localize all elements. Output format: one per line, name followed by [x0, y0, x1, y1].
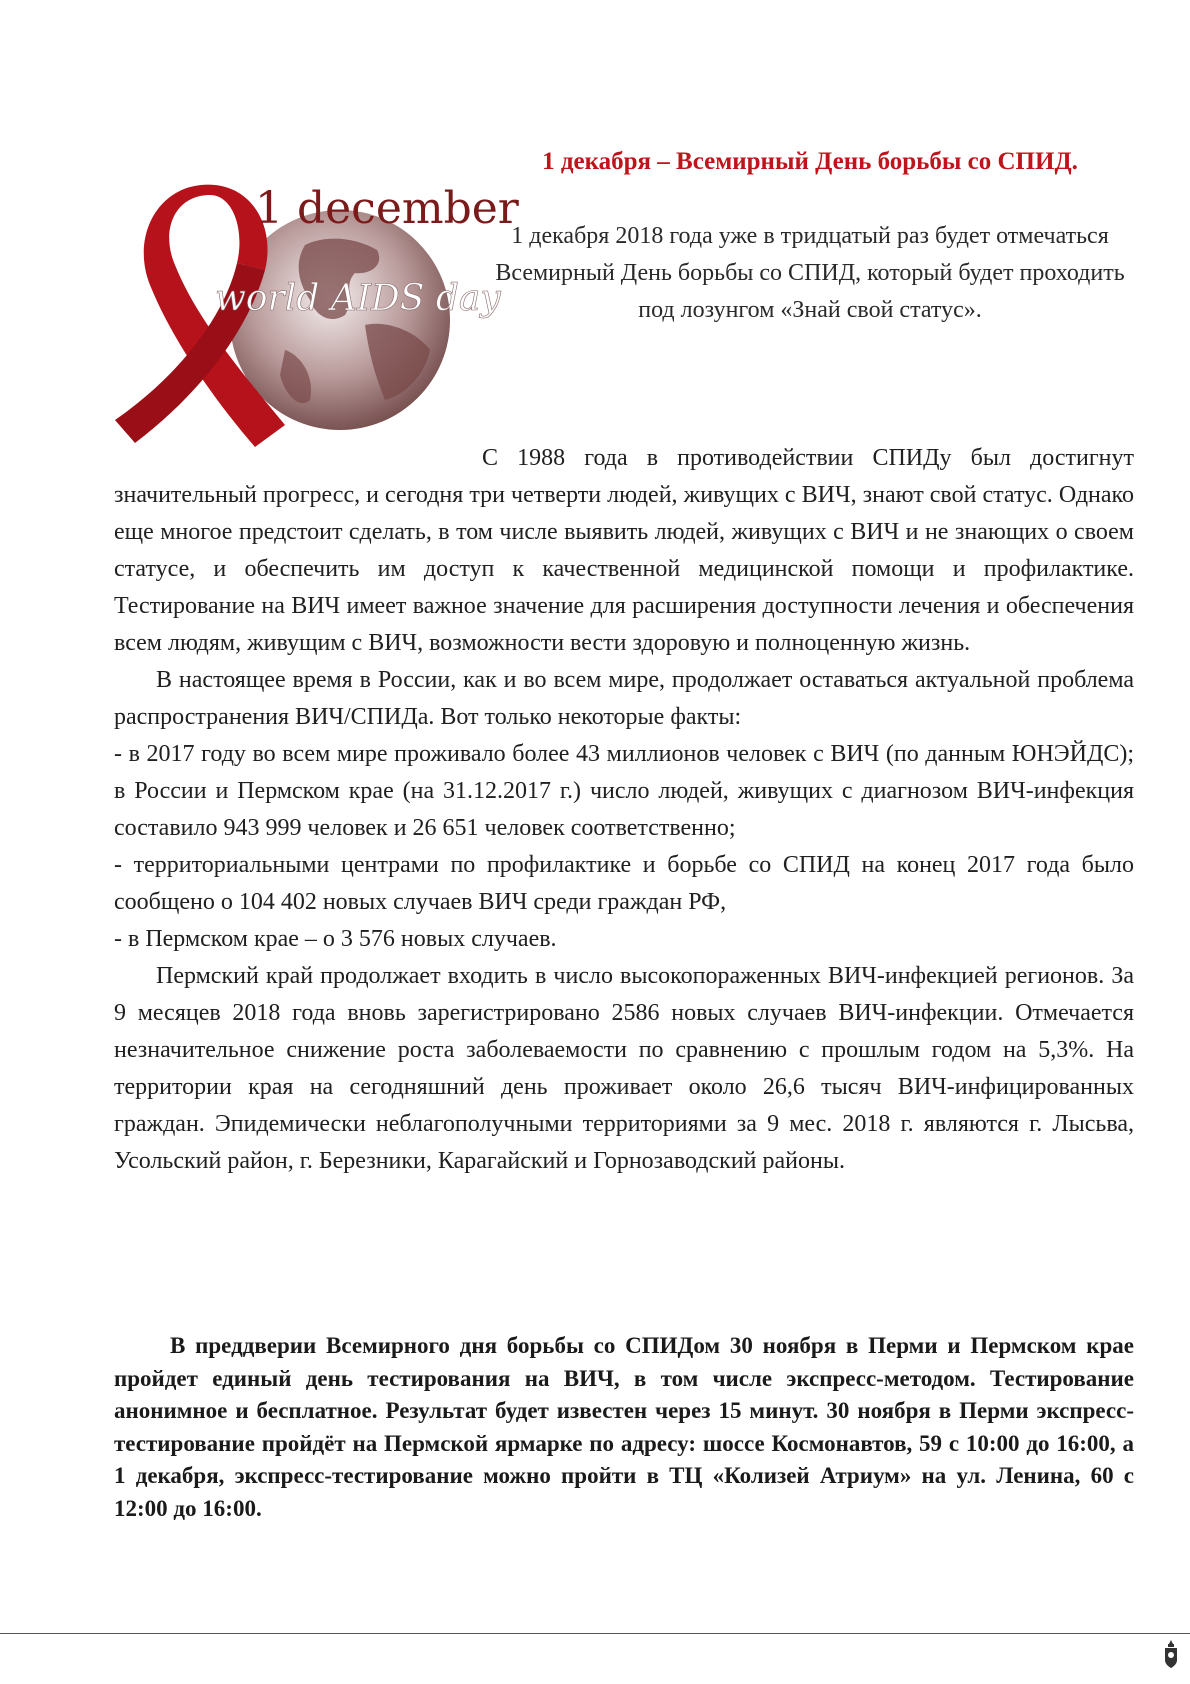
coat-of-arms-icon [1163, 1640, 1179, 1670]
logo-text-event: world AIDS day [215, 278, 501, 319]
testing-announcement: В преддверии Всемирного дня борьбы со СПИДом 30 ноября в Перми и Пермском крае пройдет единый день тестирования на ВИЧ, в том числе экспресс-методом. Тестирование анонимное и бесплатное. Результат будет известен через 15 минут. 30 ноября в Перми экспресс-тестирование пройдёт на Пермской ярмарке по адресу: шоссе Космонавтов, 59 с 10:00 до 16:00, а 1 декабря, экспресс-тестирование можно пройти в ТЦ «Колизей Атриум» на ул. Ленина, 60 с 12:00 до 16:00. [114, 1333, 1134, 1521]
ribbon-globe-icon [115, 175, 519, 465]
logo-text-date: 1 december [255, 183, 519, 234]
fact-list-item: - в 2017 году во всем мире проживало более 43 миллионов человек с ВИЧ (по данным ЮНЭЙДС); в России и Пермском крае (на 31.12.2017 г.) число людей, живущих с диагнозом ВИЧ-инфекция составило 943 999 человек и 26 651 человек соответственно; [114, 741, 1134, 841]
paragraph-progress: С 1988 года в противодействии СПИДу был достигнут значительный прогресс, и сегодня три четверти людей, живущих с ВИЧ, знают свой статус. Однако еще многое предстоит сделать, в том числе выявить людей, живущих с ВИЧ и не знающих о своем статусе, и обеспечить им доступ к качественной медицинской помощи и профилактике. Тестирование на ВИЧ имеет важное значение для расширения доступности лечения и обеспечения всем людям, живущим с ВИЧ, возможности вести здоровую и полноценную жизнь. [114, 445, 1134, 656]
paragraph-situation: В настоящее время в России, как и во всем мире, продолжает оставаться актуальной проблема распространения ВИЧ/СПИДа. Вот только некоторые факты: [114, 667, 1134, 730]
fact-list-item: - территориальными центрами по профилактике и борьбе со СПИД на конец 2017 года было сообщено о 104 402 новых случаев ВИЧ среди граждан РФ, [114, 852, 1134, 915]
intro-paragraph: 1 декабря 2018 года уже в тридцатый раз будет отмечаться Всемирный День борьбы со СПИД, который будет проходить под лозунгом «Знай свой статус». [495, 223, 1125, 323]
footer-divider [0, 1633, 1190, 1634]
page-title: 1 декабря – Всемирный День борьбы со СПИД. [542, 148, 1078, 175]
body-text [114, 440, 1134, 1180]
paragraph-perm-region: Пермский край продолжает входить в число высокопораженных ВИЧ-инфекцией регионов. За 9 месяцев 2018 года вновь зарегистрировано 2586 новых случаев ВИЧ-инфекции. Отмечается незначительное снижение роста заболеваемости по сравнению с прошлым годом на 5,3%. На территории края на сегодняшний день проживает около 26,6 тысяч ВИЧ-инфицированных граждан. Эпидемически неблагополучными территориями за 9 мес. 2018 г. являются г. Лысьва, Усольский район, г. Березники, Карагайский и Горнозаводский районы. [114, 963, 1134, 1174]
fact-list-item: - в Пермском крае – о 3 576 новых случаев. [114, 926, 557, 952]
world-aids-day-logo [115, 175, 519, 465]
